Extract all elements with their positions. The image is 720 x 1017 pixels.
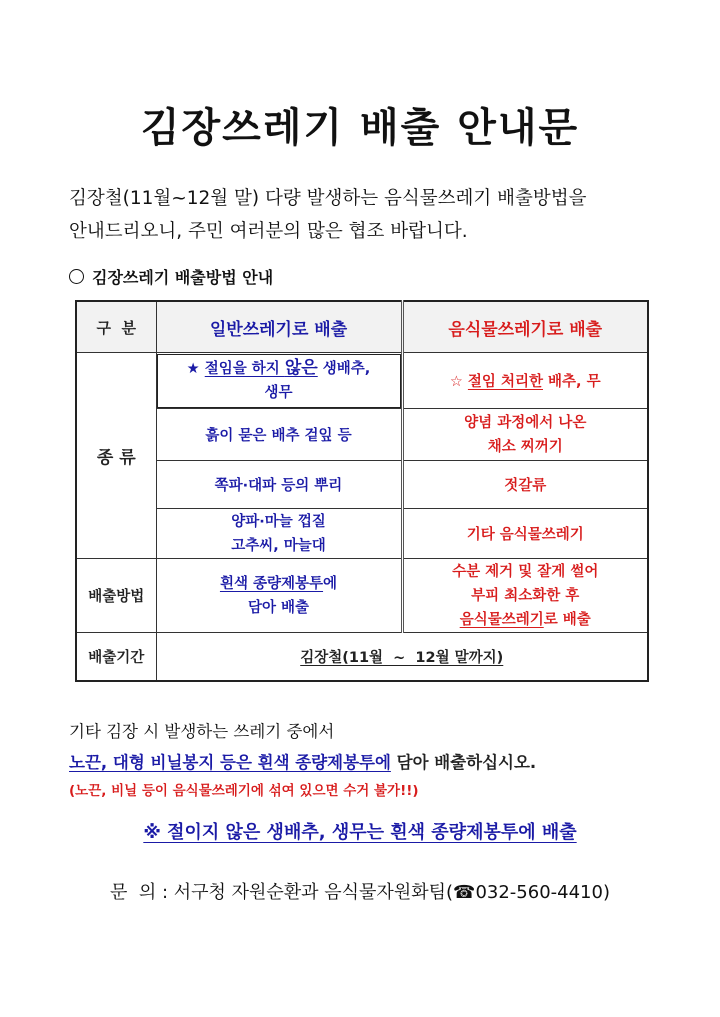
note-line-2-blue: 노끈, 대형 비닐봉지 등은 흰색 종량제봉투에 bbox=[69, 753, 391, 772]
intro-line-1: 김장철(11월~12월 말) 다량 발생하는 음식물쓰레기 배출방법을 bbox=[69, 188, 587, 209]
contact-close: ) bbox=[602, 882, 610, 903]
circle-bullet-icon bbox=[69, 269, 84, 284]
table-row-period bbox=[76, 633, 648, 681]
section-heading bbox=[69, 265, 273, 288]
method-food-line-3-rest: 로 배출 bbox=[543, 611, 591, 628]
contact-info bbox=[0, 878, 720, 904]
food-cell-row-4: 기타 음식물쓰레기 bbox=[402, 509, 648, 559]
phone-number: 032-560-4410 bbox=[475, 882, 603, 903]
salted-underlined: 절임 처리한 bbox=[467, 374, 543, 390]
type-label: 종 류 bbox=[76, 353, 156, 559]
filled-star-icon: ★ bbox=[186, 361, 200, 377]
intro-line-2: 안내드리오니, 주민 여러분의 많은 협조 바랍니다. bbox=[69, 221, 468, 242]
table-row bbox=[76, 461, 648, 509]
general-row-1-line-2: 생무 bbox=[264, 385, 293, 401]
food-cell-row-2 bbox=[402, 409, 648, 461]
table-row bbox=[76, 409, 648, 461]
food-cell-row-3: 젓갈류 bbox=[402, 461, 648, 509]
section-heading-text: 김장쓰레기 배출방법 안내 bbox=[92, 268, 274, 287]
general-cell-row-1 bbox=[156, 353, 402, 409]
general-cell-row-4 bbox=[156, 509, 402, 559]
general-cell-row-3: 쪽파·대파 등의 뿌리 bbox=[156, 461, 402, 509]
food-row-2-line-1: 양념 과정에서 나온 bbox=[464, 414, 587, 431]
method-general-rest: 에 bbox=[323, 575, 338, 592]
contact-label: 문 의 : 서구청 자원순환과 음식물자원화팀( bbox=[110, 882, 454, 903]
note-line-2-black: 담아 배출하십시오. bbox=[390, 753, 537, 772]
page-title: 김장쓰레기 배출 안내문 bbox=[140, 105, 580, 151]
phone-icon: ☎ bbox=[453, 882, 476, 903]
table-row bbox=[76, 353, 648, 409]
underlined-text: 절임을 하지 bbox=[204, 361, 285, 377]
period-label: 배출기간 bbox=[76, 633, 156, 681]
unsalted-underlined bbox=[204, 358, 318, 378]
food-cell-row-1 bbox=[402, 353, 648, 409]
method-food-line-2: 부피 최소화한 후 bbox=[471, 587, 580, 604]
general-row-4-line-2: 고추씨, 마늘대 bbox=[231, 537, 326, 554]
disposal-guide-table bbox=[75, 300, 649, 682]
method-food-cell bbox=[402, 559, 648, 633]
intro-paragraph bbox=[69, 182, 669, 248]
note-line-2 bbox=[69, 749, 536, 773]
method-label: 배출방법 bbox=[76, 559, 156, 633]
method-general-cell bbox=[156, 559, 402, 633]
header-general-waste: 일반쓰레기로 배출 bbox=[156, 301, 402, 353]
period-value: 김장철(11월 ~ 12월 말까지) bbox=[300, 649, 504, 666]
method-general-line-2: 담아 배출 bbox=[247, 599, 310, 616]
food-row-1-rest: 배추, 무 bbox=[543, 374, 601, 390]
food-waste-underlined: 음식물쓰레기 bbox=[459, 611, 544, 628]
callout-notice bbox=[0, 818, 720, 844]
general-cell-row-2: 흙이 묻은 배추 겉잎 등 bbox=[156, 409, 402, 461]
general-row-4-line-1: 양파·마늘 껍질 bbox=[231, 513, 326, 530]
table-header-row bbox=[76, 301, 648, 353]
general-row-1-rest: 생배추, bbox=[317, 361, 371, 377]
method-food-line-1: 수분 제거 및 잘게 썰어 bbox=[452, 563, 599, 580]
emphasis-text: 않은 bbox=[284, 358, 318, 378]
callout-text: ※ 절이지 않은 생배추, 생무는 흰색 종량제봉투에 배출 bbox=[143, 822, 577, 843]
food-row-2-line-2: 채소 찌꺼기 bbox=[487, 438, 563, 455]
period-value-cell bbox=[156, 633, 648, 681]
table-row-method bbox=[76, 559, 648, 633]
white-bag-underlined: 흰색 종량제봉투 bbox=[219, 575, 324, 592]
note-line-3-warning: (노끈, 비닐 등이 음식물쓰레기에 섞여 있으면 수거 불가!!) bbox=[69, 783, 419, 799]
header-category: 구 분 bbox=[76, 301, 156, 353]
header-food-waste: 음식물쓰레기로 배출 bbox=[402, 301, 648, 353]
outline-star-icon: ☆ bbox=[449, 374, 463, 390]
note-line-1: 기타 김장 시 발생하는 쓰레기 중에서 bbox=[69, 722, 335, 741]
table-row bbox=[76, 509, 648, 559]
